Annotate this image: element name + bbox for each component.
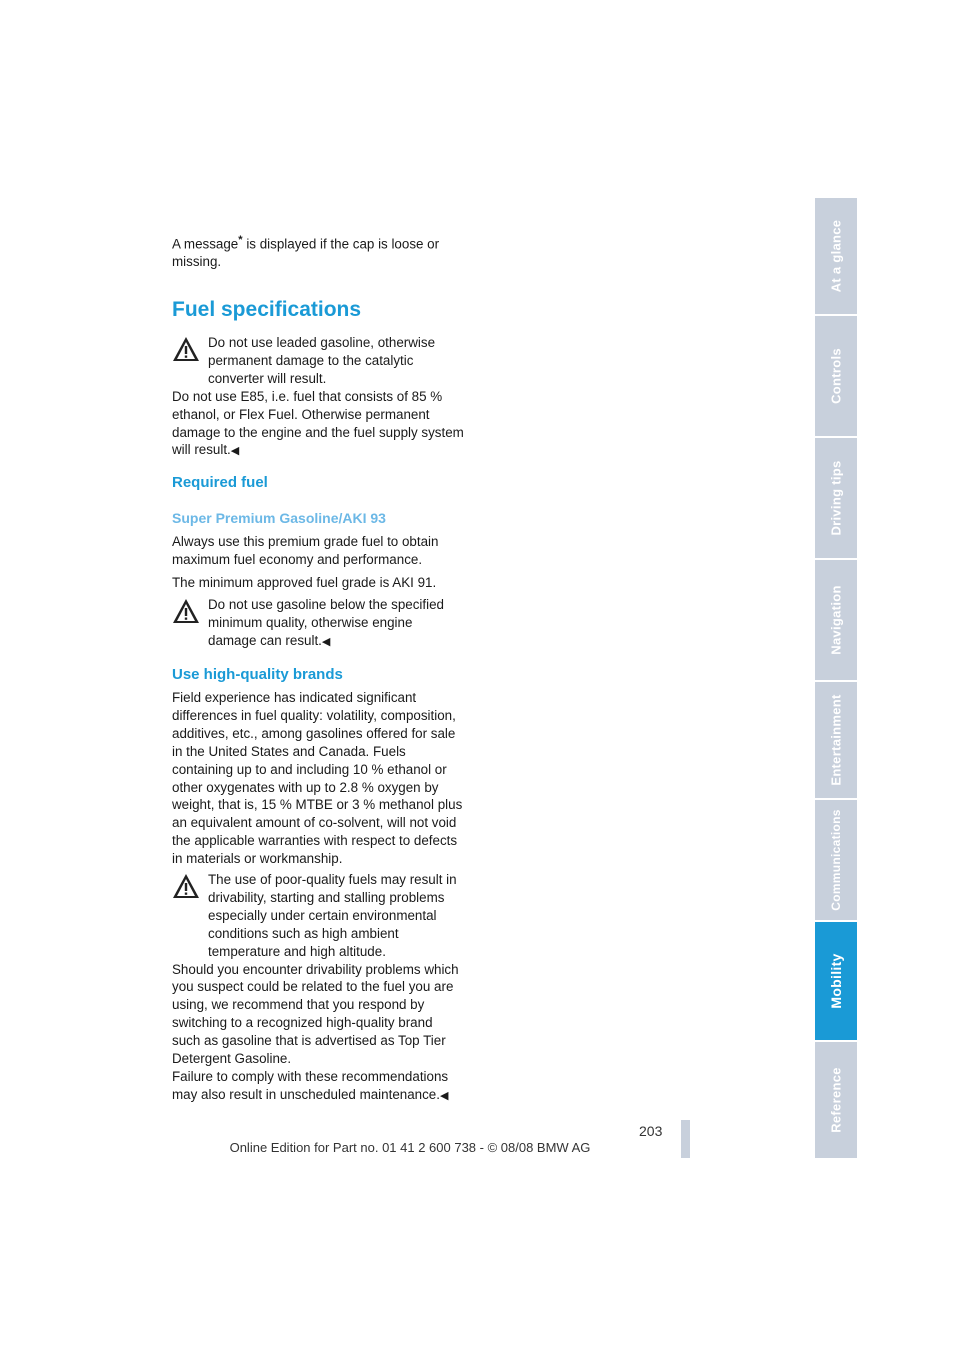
- tab-mobility[interactable]: Mobility: [815, 922, 857, 1042]
- intro-paragraph: [172, 232, 464, 271]
- tab-controls[interactable]: Controls: [815, 316, 857, 438]
- warning-text: Do not use leaded gasoline, otherwise permanent damage to the catalytic converter will result.: [208, 335, 436, 386]
- required-fuel-heading: Required fuel: [172, 474, 268, 491]
- tab-driving-tips[interactable]: Driving tips: [815, 438, 857, 560]
- footer: [0, 1140, 960, 1155]
- section-title: Fuel specifications: [172, 298, 362, 321]
- warning-triangle-icon: [172, 873, 200, 899]
- warning-block-poor-fuel: [172, 871, 464, 1106]
- warning-text: The use of poor-quality fuels may result in drivability, starting and stalling problems especially under certain environmental conditions such as high ambient temperature and high altitude.: [208, 872, 457, 959]
- required-fuel-text: [172, 533, 464, 592]
- warning-block-leaded: [172, 334, 464, 461]
- tab-communications[interactable]: Communications: [815, 800, 857, 922]
- tab-reference[interactable]: Reference: [815, 1042, 857, 1160]
- tab-at-a-glance[interactable]: At a glance: [815, 198, 857, 316]
- brands-text: [172, 689, 464, 868]
- tab-entertainment[interactable]: Entertainment: [815, 682, 857, 800]
- paragraph: Always use this premium grade fuel to obtain maximum fuel economy and performance.: [172, 534, 439, 567]
- end-mark: ◀: [439, 1089, 449, 1102]
- end-mark: ◀: [230, 445, 240, 458]
- footer-text: Online Edition for Part no. 01 41 2 600 738 - © 08/08 BMW AG: [229, 1140, 591, 1155]
- warning-text-2: Do not use E85, i.e. fuel that consists of 85 % ethanol, or Flex Fuel. Otherwise permanent damage to the engine and the fuel supply system will result.◀: [172, 388, 464, 458]
- tab-navigation[interactable]: Navigation: [815, 560, 857, 682]
- warning-text: Do not use gasoline below the specified minimum quality, otherwise engine damage can result.: [208, 597, 444, 648]
- warning-block-quality: [172, 596, 464, 652]
- warning-text-3: Failure to comply with these recommendations may also result in unscheduled maintenance.◀: [172, 1068, 449, 1102]
- fuel-grade-heading: Super Premium Gasoline/AKI 93: [172, 510, 386, 526]
- intro-text-rest: is displayed if the cap is loose or missing.: [172, 236, 440, 270]
- brands-heading: Use high-quality brands: [172, 666, 343, 683]
- end-mark: ◀: [321, 635, 331, 648]
- chapter-sidebar: [815, 198, 857, 1160]
- page-number: 203: [639, 1123, 663, 1139]
- intro-text: A message: [172, 236, 239, 252]
- warning-text-2: Should you encounter drivability problems which you suspect could be related to the fuel you are using, we recommend that you respond by switching to a recognized high-quality brand such as gasoline that is advertised as Top Tier Detergent Gasoline.: [172, 961, 459, 1067]
- paragraph: The minimum approved fuel grade is AKI 91.: [172, 574, 437, 590]
- paragraph: Field experience has indicated significant differences in fuel quality: volatility, composition, additives, etc., among gasolines offered for sale in the United States and Canada. Fuels containing up to and including 10 % ethanol or other oxygenates with up to 2.8 % oxygen by weight, that is, 15 % MTBE or 3 % methanol plus an equivalent amount of co-solvent, will not void the applicable warranties with respect to defects in materials or workmanship.: [172, 690, 463, 867]
- warning-triangle-icon: [172, 336, 200, 362]
- footnote-star: *: [238, 234, 243, 246]
- warning-triangle-icon: [172, 598, 200, 624]
